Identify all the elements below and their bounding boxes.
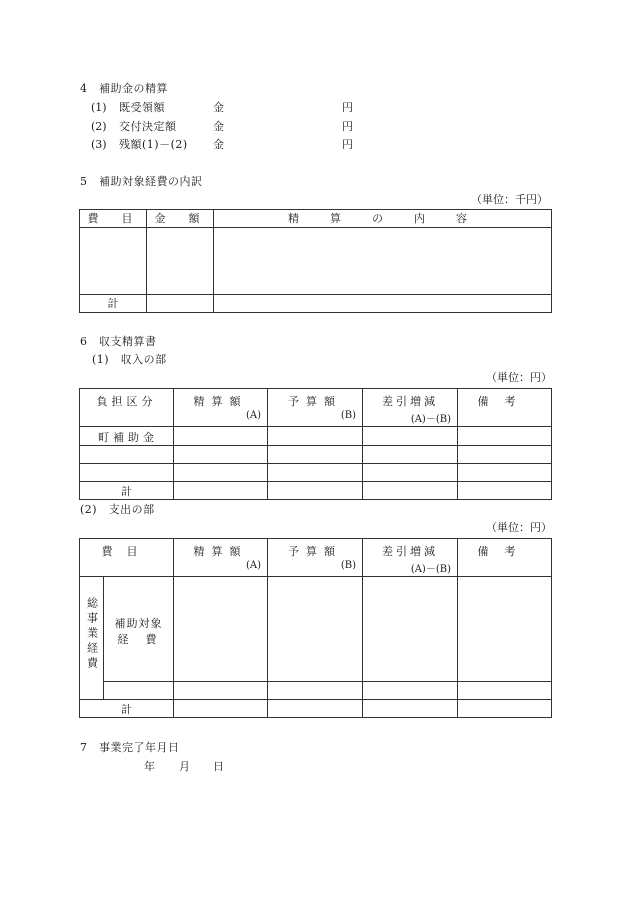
income-table: [79, 388, 552, 500]
item3-kin: 金: [213, 138, 224, 151]
income-cell: [458, 427, 552, 446]
income-unit: （単位：円）: [486, 371, 552, 384]
cell-kingaku: [147, 228, 214, 295]
item2-label: 交付決定額: [119, 120, 177, 133]
income-cell: [80, 464, 174, 482]
income-subtitle: (1) 収入の部: [92, 353, 167, 366]
expense-cell: [458, 577, 552, 682]
category-line1: 補助対象: [114, 617, 163, 630]
section6-title: 6 収支精算書: [80, 335, 157, 348]
expense-cell: [268, 700, 363, 718]
expense-header-budget: 予算額 (B): [268, 539, 363, 577]
item3-number: (3): [91, 138, 107, 151]
total-project-cost-label: 総事業経費: [85, 597, 99, 672]
income-cell: [363, 446, 458, 464]
expense-cell: [174, 577, 268, 682]
income-cell: [458, 446, 552, 464]
cell-naiyou: [214, 228, 552, 295]
expense-cell: [363, 577, 458, 682]
income-header-settled: 精算額 (A): [174, 389, 268, 427]
expense-total-label: 計: [80, 700, 174, 718]
expense-cell: [363, 682, 458, 700]
total-kingaku: [147, 295, 214, 313]
date-month: 月: [179, 760, 190, 773]
header-himoku: 費 目: [80, 210, 147, 228]
expense-cell: [268, 682, 363, 700]
cell-himoku: [80, 228, 147, 295]
income-total-label: 計: [80, 482, 174, 500]
income-cell: [363, 482, 458, 500]
income-cell: [174, 427, 268, 446]
item2-yen: 円: [342, 120, 353, 133]
item2-number: (2): [91, 120, 107, 133]
expense-cell: [363, 700, 458, 718]
income-cell: [268, 427, 363, 446]
expense-cell: [104, 682, 174, 700]
expense-cell: [268, 577, 363, 682]
section7-title: 7 事業完了年月日: [80, 741, 180, 754]
income-cell: [268, 482, 363, 500]
expense-cell: [174, 682, 268, 700]
expense-cell: [458, 682, 552, 700]
income-row-subsidy: 町補助金: [80, 427, 174, 446]
item1-yen: 円: [342, 101, 353, 114]
income-header-remarks: 備考: [458, 389, 552, 427]
income-cell: [80, 446, 174, 464]
expense-subtitle: (2) 支出の部: [80, 503, 155, 516]
section5-title: 5 補助対象経費の内訳: [80, 175, 203, 188]
income-cell: [174, 464, 268, 482]
date-year: 年: [144, 760, 155, 773]
expense-cell: [174, 700, 268, 718]
item3-yen: 円: [342, 138, 353, 151]
date-day: 日: [213, 760, 224, 773]
income-cell: [174, 446, 268, 464]
item1-kin: 金: [213, 101, 224, 114]
expense-header-remarks: 備考: [458, 539, 552, 577]
item2-kin: 金: [213, 120, 224, 133]
income-header-category: 負担区分: [80, 389, 174, 427]
header-kingaku: 金 額: [147, 210, 214, 228]
item1-label: 既受領額: [119, 101, 165, 114]
expense-cell: [458, 700, 552, 718]
expense-header-difference: 差引増減 (A)－(B): [363, 539, 458, 577]
item1-number: (1): [91, 101, 107, 114]
section4-title: 4 補助金の精算: [80, 82, 168, 95]
expense-header-settled: 精算額 (A): [174, 539, 268, 577]
income-cell: [458, 464, 552, 482]
expense-header-item: 費目: [80, 539, 174, 577]
expense-vertical-cell: [80, 577, 104, 700]
category-line2: 経 費: [117, 633, 160, 646]
income-cell: [458, 482, 552, 500]
header-naiyou: 精 算 の 内 容: [214, 210, 552, 228]
expense-category-cell: [104, 577, 174, 682]
total-label: 計: [80, 295, 147, 313]
total-naiyou: [214, 295, 552, 313]
item3-label: 残額(1)－(2): [119, 138, 188, 151]
section5-unit: （単位：千円）: [471, 193, 548, 206]
expense-unit: （単位：円）: [486, 521, 552, 534]
expense-breakdown-table: [79, 209, 552, 313]
income-cell: [174, 482, 268, 500]
expenditure-table: [79, 538, 552, 718]
income-header-difference: 差引増減 (A)－(B): [363, 389, 458, 427]
income-cell: [268, 464, 363, 482]
income-cell: [363, 464, 458, 482]
income-header-budget: 予算額 (B): [268, 389, 363, 427]
income-cell: [268, 446, 363, 464]
income-cell: [363, 427, 458, 446]
